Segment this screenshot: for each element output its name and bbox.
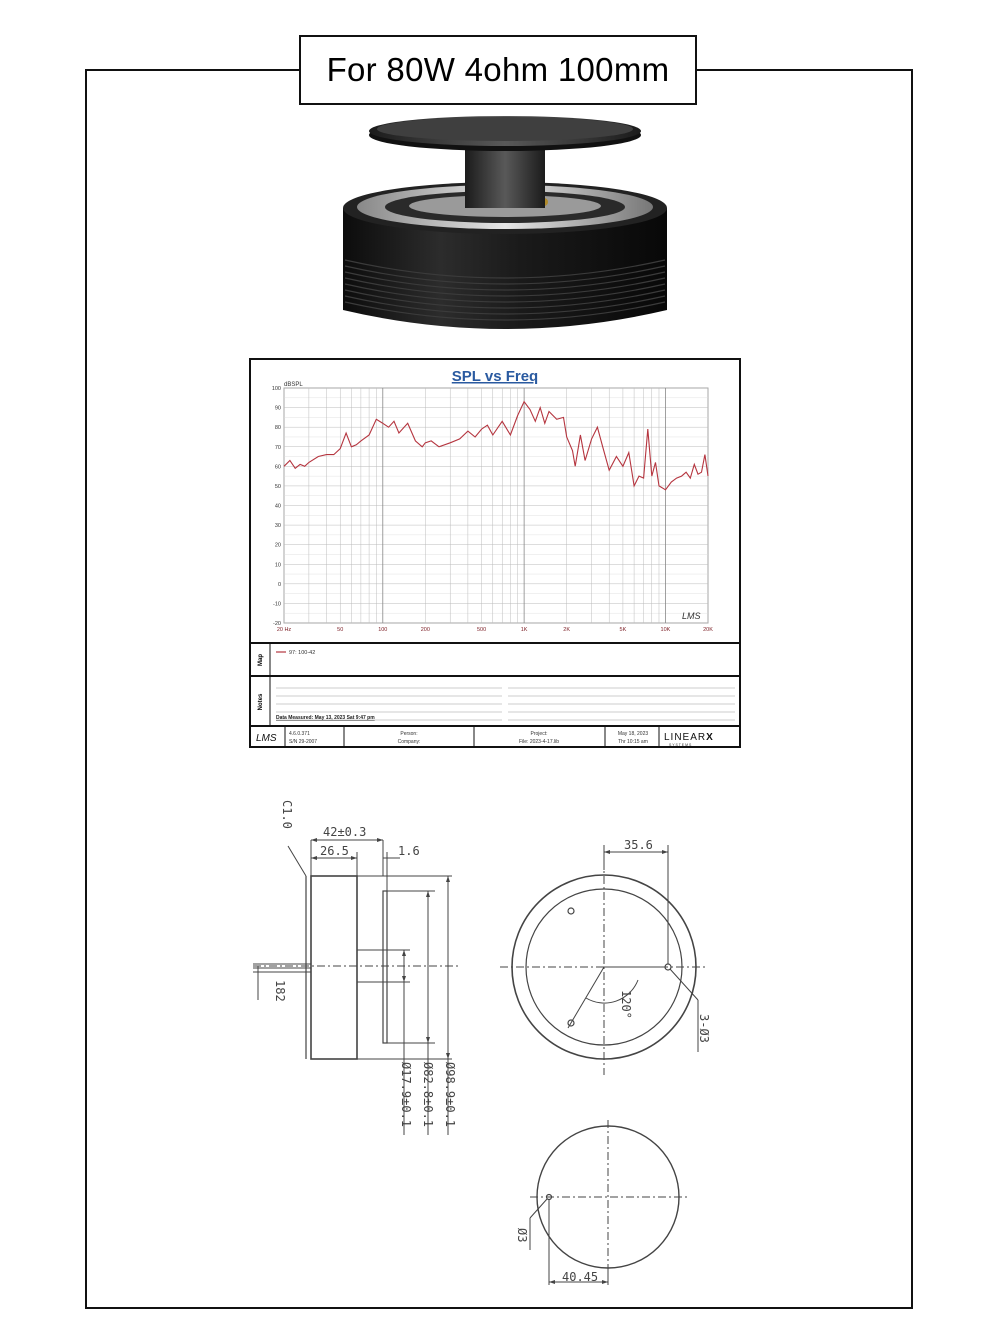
y-tick-label: 70 (274, 444, 281, 451)
y-tick-label: 50 (274, 483, 281, 490)
x-tick-label: 2K (563, 627, 571, 633)
footer-date: May 18, 2023 (617, 731, 649, 737)
footer-person: Person: (400, 731, 418, 737)
dim-angle: 120° (619, 990, 633, 1019)
x-tick-label: 1K (520, 627, 528, 633)
dim-back-hole: Ø3 (515, 1228, 529, 1243)
footer-brand-sub: S Y S T E M S (669, 743, 692, 747)
x-tick-label: 10K (660, 627, 671, 633)
side-view (253, 800, 460, 1135)
chart-title: SPL vs Freq (451, 368, 539, 385)
y-tick-label: 10 (274, 562, 281, 569)
y-tick-label: -20 (273, 621, 281, 627)
x-tick-label: 20 Hz (276, 627, 292, 633)
footer-time: Thr 10:15 am (618, 739, 648, 745)
dim-holes: 3-Ø3 (697, 1014, 711, 1043)
dim-dia-outer: Ø98.9±0.1 (443, 1062, 457, 1128)
front-view (500, 838, 711, 1075)
y-tick-label: 30 (274, 523, 281, 530)
technical-drawing (240, 790, 740, 1290)
back-view (515, 1120, 690, 1285)
x-tick-label: 20K (703, 627, 713, 633)
spl-chart-panel (249, 358, 741, 748)
y-tick-label: 20 (274, 542, 281, 549)
dim-dia-inner: Ø17.9±0.1 (399, 1062, 413, 1128)
x-tick-label: 5K (619, 627, 627, 633)
exciter-speaker-photo (330, 110, 680, 340)
dim-back-offset: 40.45 (562, 1270, 599, 1284)
title-box (299, 35, 697, 105)
y-tick-label: 40 (274, 503, 281, 510)
footer-serial: S/N 29-2007 (289, 739, 318, 745)
footer-logo: LMS (256, 733, 277, 744)
footer-project: Project: (530, 731, 548, 737)
dim-length-body: 26.5 (320, 844, 349, 858)
dim-length-total: 42±0.3 (323, 825, 367, 839)
legend-side-label: Map (258, 654, 264, 666)
y-unit-label: dBSPL (284, 382, 303, 388)
dim-wire-length: 182 (273, 980, 287, 1002)
x-tick-label: 50 (337, 627, 344, 633)
footer-company: Company: (397, 739, 421, 745)
notes-side-label: Notes (258, 693, 264, 711)
footer-brand: LINEARX (664, 732, 714, 743)
page-title: For 80W 4ohm 100mm (326, 51, 670, 88)
y-tick-label: 100 (271, 386, 281, 392)
y-tick-label: 80 (274, 425, 281, 432)
y-tick-label: 60 (274, 464, 281, 471)
x-tick-label: 500 (476, 627, 487, 633)
y-tick-label: 90 (274, 405, 281, 412)
dim-chamfer: C1.0 (280, 800, 294, 829)
chart-watermark: LMS (682, 611, 701, 621)
dim-offset-front: 35.6 (624, 838, 653, 852)
x-tick-label: 200 (420, 627, 430, 633)
x-tick-label: 100 (378, 627, 388, 633)
legend-entry: 97: 100-42 (289, 650, 316, 656)
footer-file: File: 2023-4-17.lib (518, 739, 560, 745)
dim-plate: 1.6 (398, 844, 420, 858)
y-tick-label: -10 (273, 601, 281, 608)
footer-version: 4.6.0.371 (289, 731, 310, 737)
data-measured: Data Measured: May 13, 2023 Sat 9:47 pm (276, 715, 375, 721)
y-tick-label: 0 (277, 581, 281, 588)
dim-dia-mid: Ø82.8±0.1 (421, 1062, 435, 1128)
